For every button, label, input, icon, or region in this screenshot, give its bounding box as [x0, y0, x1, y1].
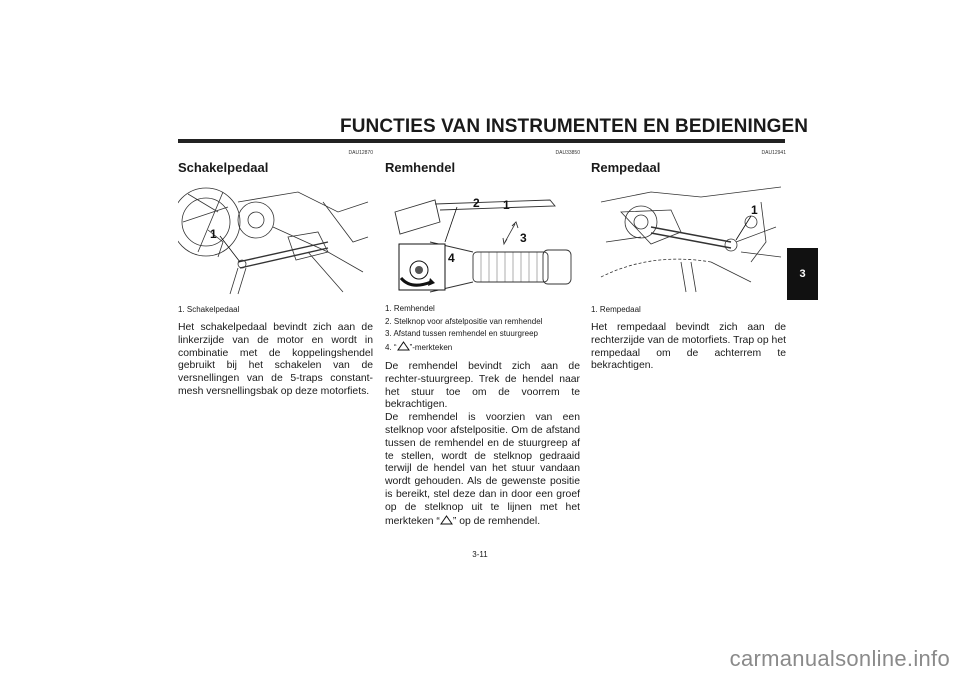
- section-code: DAU33850: [555, 150, 580, 156]
- section-body: [385, 361, 580, 528]
- page-header-title: FUNCTIES VAN INSTRUMENTEN EN BEDIENINGEN: [340, 116, 809, 137]
- figure-caption-list: [591, 304, 641, 317]
- figure-caption-list: [385, 303, 542, 354]
- brake-lever-illustration: [385, 182, 580, 297]
- brake-pedal-illustration: [591, 182, 786, 297]
- body-paragraph: De remhendel bevindt zich aan de rechter-stuurgreep. Trek de hendel naar het stuur toe om de voorrem te bekrachtigen.: [385, 361, 580, 411]
- figure-caption: 1. Remhendel: [385, 304, 435, 313]
- section-body: [178, 322, 373, 399]
- figure-caption: 1. Schakelpedaal: [178, 305, 240, 314]
- figure-callout: 3: [520, 231, 527, 245]
- section-title: Rempedaal: [591, 160, 661, 175]
- watermark: carmanualsonline.info: [729, 646, 950, 671]
- page-number: 3-11: [472, 550, 488, 559]
- section-code: DAU12941: [761, 150, 786, 156]
- section-brake-pedal: [591, 150, 786, 180]
- section-shift-pedal: [178, 150, 373, 180]
- section-brake-lever: [385, 150, 580, 180]
- section-title: Remhendel: [385, 160, 456, 175]
- triangle-mark-icon: [397, 341, 410, 351]
- section-body: [591, 322, 786, 373]
- section-code: DAU12870: [348, 150, 373, 156]
- figure-caption: 1. Rempedaal: [591, 305, 641, 314]
- header-rule: [178, 139, 785, 143]
- figure-callout: 1: [503, 198, 510, 212]
- body-paragraph: De remhendel is voorzien van een stelknop voor afstelpositie. Om de afstand tussen de remhendel en de stuurgreep af te stellen, wordt de stelknop gedraaid terwijl de hendel van het stuur vandaan wordt gehouden. Als de gewenste positie is bereikt, stel deze dan in door een groef op de stelknop uit te lijnen met het merkteken “ ” op de remhendel.: [385, 412, 580, 527]
- figure-caption-list: [178, 304, 239, 317]
- shift-pedal-illustration: [178, 182, 373, 297]
- figure-callout: 1: [210, 227, 217, 241]
- figure-callout: 2: [473, 196, 480, 210]
- triangle-mark-icon: [440, 515, 453, 525]
- chapter-tab: 3: [787, 248, 818, 300]
- body-paragraph: Het schakelpedaal bevindt zich aan de linkerzijde van de motor en wordt in combinatie met de koppelingshendel gebruikt bij het schakelen van de versnellingen van de 5-traps constant-mesh versnellingsbak op deze motorfiets.: [178, 322, 373, 397]
- figure-caption: 2. Stelknop voor afstelpositie van remhendel: [385, 316, 543, 326]
- figure-caption-mark: 4. “ ”-merkteken: [385, 342, 453, 352]
- figure-callout: 1: [751, 203, 758, 217]
- section-title: Schakelpedaal: [178, 160, 269, 175]
- body-paragraph: Het rempedaal bevindt zich aan de rechterzijde van de motorfiets. Trap op het rempedaal om de achterrem te bekrachtigen.: [591, 322, 786, 372]
- figure-callout: 4: [448, 251, 455, 265]
- figure-caption: 3. Afstand tussen remhendel en stuurgreep: [385, 329, 538, 338]
